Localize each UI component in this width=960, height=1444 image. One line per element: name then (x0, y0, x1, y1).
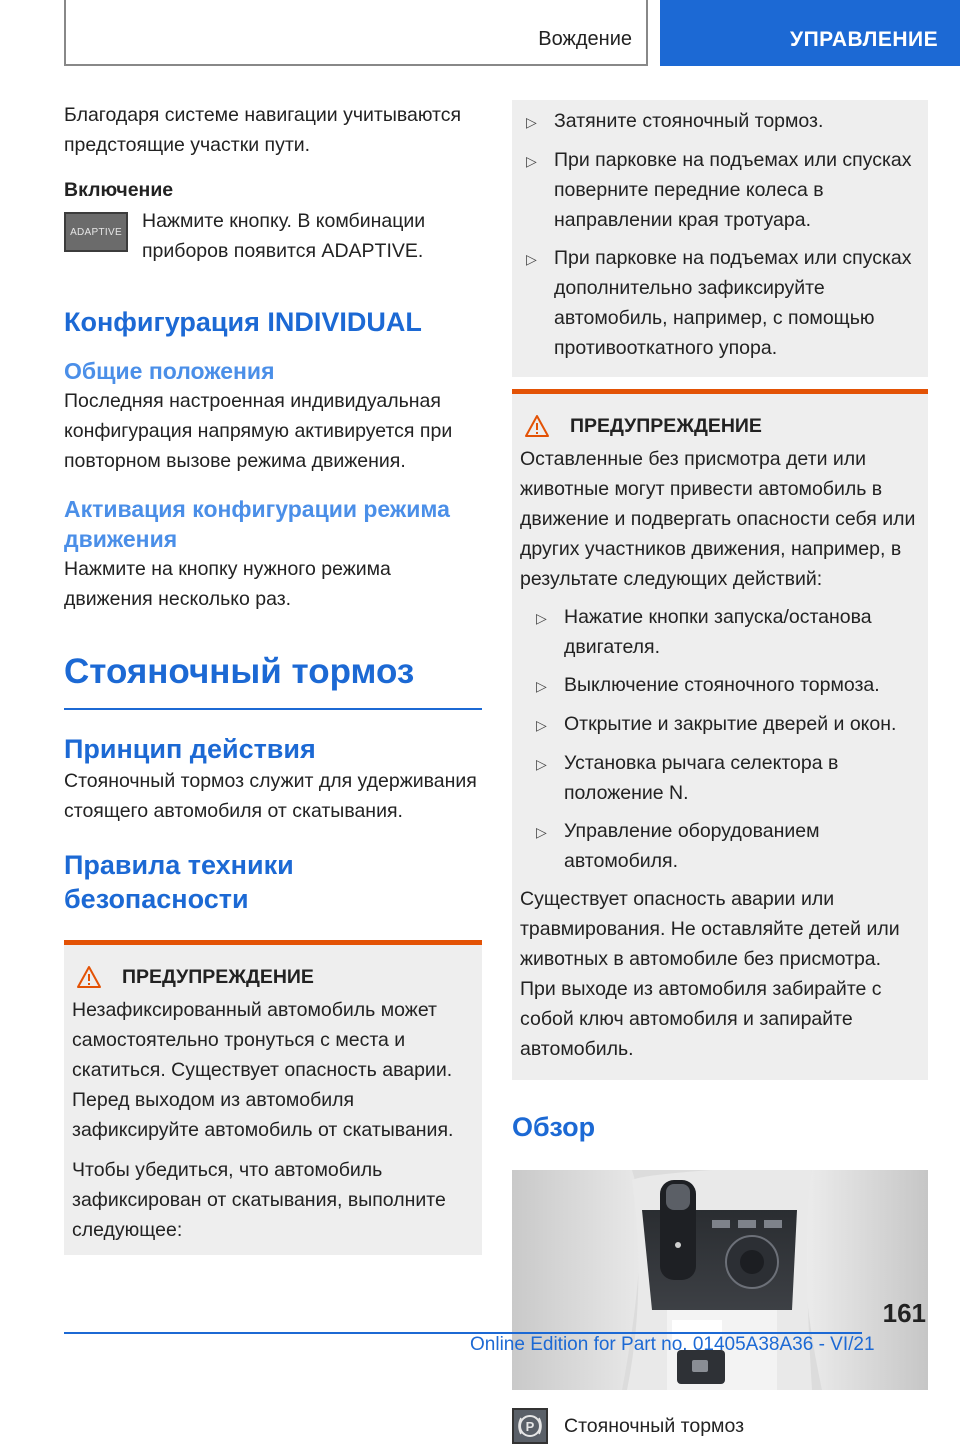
list-item (536, 816, 920, 876)
warning-triangle-icon (76, 965, 102, 989)
list-item (536, 748, 920, 808)
switch-on-label: Включение (64, 179, 174, 201)
parking-brake-heading: Стояночный тормоз (64, 650, 482, 710)
intro-paragraph: Благодаря системе навигации учитываются предстоящие участки пути. (64, 104, 462, 156)
bullet-triangle-icon: ▷ (536, 756, 547, 772)
parking-brake-photo (512, 1170, 928, 1390)
warning-text: Оставленные без присмотра дети или животные могут привести автомобиль в движение и подвергать опасности себя или других участников движения, например, в результате следующих действий: (520, 448, 916, 590)
steps-box (512, 100, 928, 377)
list-item-text: Управление оборудованием автомобиля. (564, 820, 820, 872)
general-heading: Общие положения (64, 358, 275, 384)
caption-row (512, 1408, 928, 1444)
principle-heading: Принцип действия (64, 734, 316, 764)
svg-text:P: P (525, 1419, 535, 1434)
footer-edition: Online Edition for Part no. 01405A38A36 - VI/21 (470, 1334, 875, 1355)
list-item (536, 670, 920, 701)
header-chapter-tab: УПРАВЛЕНИЕ (660, 0, 960, 66)
page-number: 161 (882, 1298, 926, 1328)
bullet-triangle-icon: ▷ (536, 824, 547, 840)
warning-title: ПРЕДУПРЕЖДЕНИЕ (122, 966, 314, 988)
list-item (536, 709, 920, 740)
list-item (526, 243, 920, 363)
safety-heading: Правила техники безопасности (64, 850, 294, 914)
list-item-text: При парковке на подъемах или спусках поверните передние колеса в направлении края тротуара. (554, 149, 912, 231)
list-item (526, 106, 920, 137)
parking-brake-icon (512, 1408, 548, 1444)
console-illustration (512, 1170, 928, 1390)
activation-heading: Активация конфигурации режима движения (64, 496, 450, 552)
bullet-triangle-icon: ▷ (526, 114, 537, 130)
general-paragraph: Последняя настроенная индивидуальная конфигурация напрямую активируется при повторном вызове режима движения. (64, 390, 453, 472)
left-column (64, 100, 482, 1255)
photo-caption: Стояночный тормоз (564, 1414, 745, 1437)
warning-triangle-icon (524, 414, 550, 438)
adaptive-row (64, 206, 482, 266)
warning-box (512, 389, 928, 1080)
warning-title-row (76, 963, 474, 991)
overview-heading: Обзор (512, 1112, 596, 1142)
individual-heading: Конфигурация INDIVIDUAL (64, 307, 422, 337)
header-section-tab (64, 0, 648, 66)
list-item-text: Установка рычага селектора в положение N. (564, 752, 839, 804)
activation-paragraph: Нажмите на кнопку нужного режима движения несколько раз. (64, 558, 391, 610)
principle-paragraph: Стояночный тормоз служит для удерживания стоящего автомобиля от скатывания. (64, 770, 477, 822)
adaptive-button-icon: ADAPTIVE (64, 212, 128, 252)
bullet-triangle-icon: ▷ (536, 610, 547, 626)
bullet-triangle-icon: ▷ (536, 717, 547, 733)
warning-title: ПРЕДУПРЕЖДЕНИЕ (570, 415, 762, 437)
warning-text: Существует опасность аварии или травмирования. Не оставляйте детей или животных в автомобиле без присмотра. При выходе из автомобиля забирайте с собой ключ автомобиля и запирайте автомобиль. (520, 888, 900, 1060)
warning-title-row (524, 412, 920, 440)
header-section-title: Вождение (538, 28, 632, 50)
list-item-text: Затяните стояночный тормоз. (554, 110, 824, 132)
bullet-triangle-icon: ▷ (526, 251, 537, 267)
bullet-triangle-icon: ▷ (536, 678, 547, 694)
list-item (526, 145, 920, 235)
right-column (512, 100, 928, 1444)
warning-text: Чтобы убедиться, что автомобиль зафиксирован от скатывания, выполните следующее: (72, 1159, 446, 1241)
list-item (536, 602, 920, 662)
list-item-text: Открытие и закрытие дверей и окон. (564, 713, 897, 735)
adaptive-text: Нажмите кнопку. В комбинации приборов появится ADAPTIVE. (142, 210, 426, 262)
list-item-text: Нажатие кнопки запуска/останова двигателя. (564, 606, 872, 658)
warning-text: Незафиксированный автомобиль может самостоятельно тронуться с места и скатиться. Существует опасность аварии. Перед выходом из автомобиля зафиксируйте автомобиль от скатывания. (72, 999, 454, 1141)
list-item-text: Выключение стояночного тормоза. (564, 674, 880, 696)
bullet-triangle-icon: ▷ (526, 153, 537, 169)
list-item-text: При парковке на подъемах или спусках дополнительно зафиксируйте автомобиль, например, с помощью противооткатного упора. (554, 247, 912, 359)
warning-box (64, 940, 482, 1255)
